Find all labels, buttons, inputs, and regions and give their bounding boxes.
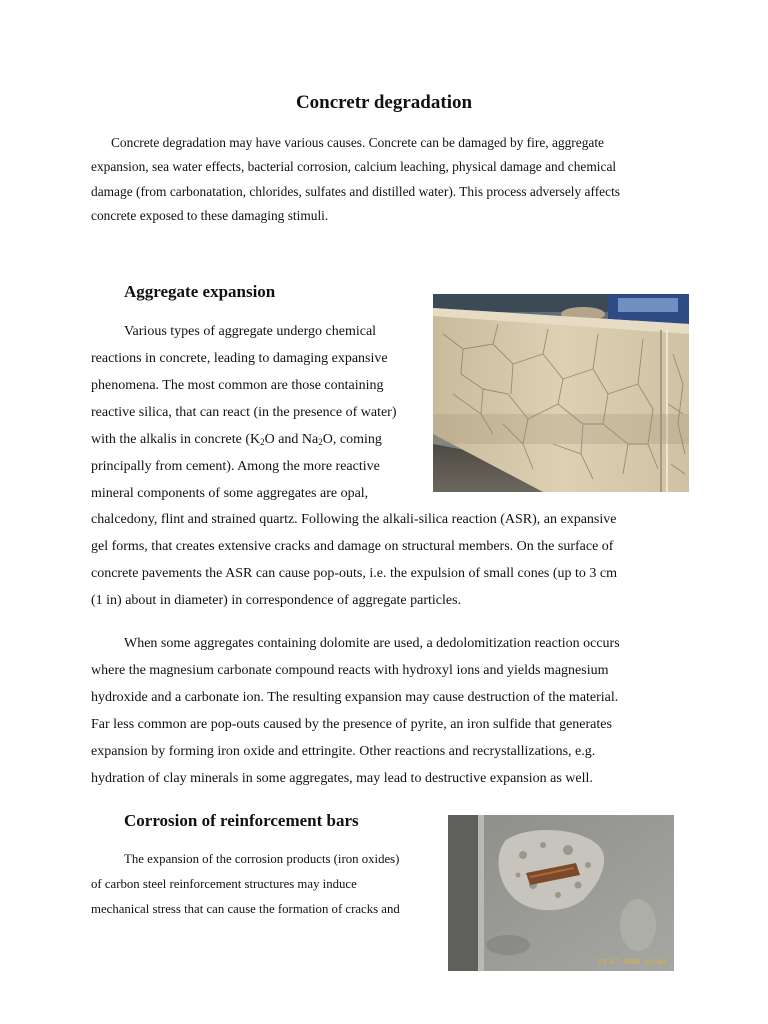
text-fragment: O and Na — [264, 432, 319, 447]
text-line: Various types of aggregate undergo chemical — [124, 324, 377, 339]
text-line: reactions in concrete, leading to damaging expansive — [91, 351, 388, 366]
cracked-concrete-wall-photo — [433, 294, 689, 492]
text-line: phenomena. The most common are those containing — [91, 378, 384, 393]
section-heading-aggregate-expansion: Aggregate expansion — [124, 282, 276, 301]
text-fragment: O, coming — [322, 432, 382, 447]
text-line: concrete pavements the ASR can cause pop-outs, i.e. the expulsion of small cones (up to 3 cm — [91, 566, 618, 581]
corroded-rebar-photo — [448, 815, 674, 971]
page-title: Concretr degradation — [295, 92, 473, 113]
subscript: 2 — [260, 437, 265, 447]
text-line: expansion by forming iron oxide and ettringite. Other reactions and recrystallizations, e.g. — [91, 744, 596, 759]
dolomite-paragraph — [91, 630, 691, 792]
corrosion-paragraph — [91, 847, 441, 922]
text-line: chalcedony, flint and strained quartz. Following the alkali-silica reaction (ASR), an expansive — [91, 512, 617, 527]
text-fragment: with the alkalis in concrete (K — [91, 432, 261, 447]
text-line: principally from cement). Among the more reactive — [91, 459, 380, 474]
section-heading-corrosion: Corrosion of reinforcement bars — [124, 811, 359, 830]
text-line: mechanical stress that can cause the formation of cracks and — [91, 902, 400, 916]
aggregate-paragraph-continued — [91, 506, 691, 614]
text-line: mineral components of some aggregates are opal, — [91, 486, 369, 501]
text-line: gel forms, that creates extensive cracks and damage on structural members. On the surface of — [91, 539, 614, 554]
text-line: (1 in) about in diameter) in correspondence of aggregate particles. — [91, 593, 462, 608]
subscript: 2 — [318, 437, 323, 447]
intro-paragraph: Concrete degradation may have various causes. Concrete can be damaged by fire, aggregate expansion, sea water effects, bacterial corrosion, calcium leaching, physical damage and chemical damage (from carbonatation, chlorides, sulfates and distilled water). This process adversely affects concrete exposed to these damaging stimuli. — [91, 135, 620, 223]
text-line — [91, 426, 431, 453]
text-line: of carbon steel reinforcement structures may induce — [91, 877, 357, 891]
photo-timestamp: 20.07.2008 10:40 — [598, 958, 666, 966]
aggregate-paragraph-narrow — [91, 318, 431, 507]
text-line: hydration of clay minerals in some aggregates, may lead to destructive expansion as well. — [91, 771, 593, 786]
text-line: where the magnesium carbonate compound reacts with hydroxyl ions and yields magnesium — [91, 663, 609, 678]
text-line: The expansion of the corrosion products (iron oxides) — [124, 852, 400, 866]
text-line: hydroxide and a carbonate ion. The resulting expansion may cause destruction of the material. — [91, 690, 619, 705]
text-line: When some aggregates containing dolomite are used, a dedolomitization reaction occurs — [124, 636, 620, 651]
text-line: Far less common are pop-outs caused by the presence of pyrite, an iron sulfide that generates — [91, 717, 612, 732]
text-line: reactive silica, that can react (in the presence of water) — [91, 405, 397, 420]
